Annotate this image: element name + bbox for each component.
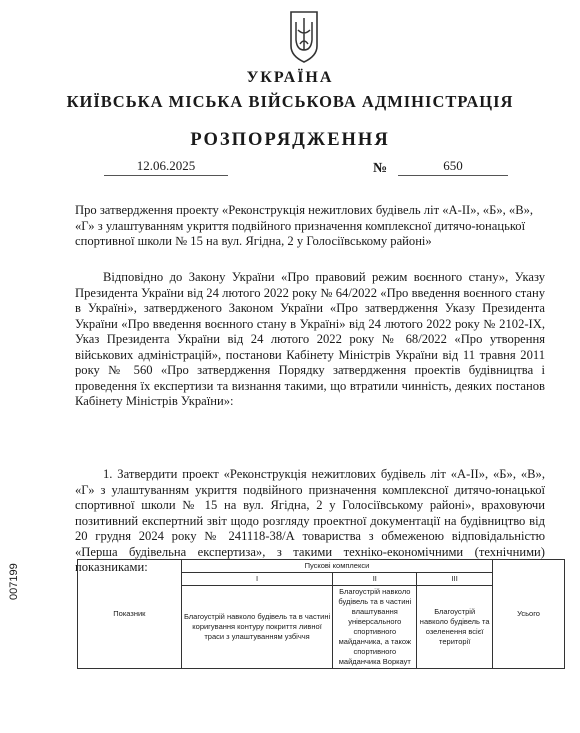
number-label: №: [373, 161, 388, 176]
country-title: УКРАЇНА: [246, 69, 334, 86]
order-subject: Про затвердження проекту «Реконструкція нежитлових будівель літ «А-ІІ», «Б», «В», «Г» з улаштуванням укриття подвійного призначення комплексної дитячо-юнацької спортивної школи № 15 на вул. Ягідна, 2 у Голосіївському районі»: [75, 203, 534, 248]
header-total: Усього: [493, 560, 565, 669]
order-date: 12.06.2025: [104, 158, 228, 176]
cell-complex-2: Благоустрій навколо будівель та в частині влаштування універсального спортивного майданчика, а також спортивного майданчика Воркаут: [333, 586, 417, 669]
header-launch-complexes: Пускові комплекси: [181, 560, 492, 573]
header-complex-3: ІІІ: [417, 573, 493, 586]
side-registration-number: 007199: [8, 563, 20, 600]
cell-complex-1: Благоустрій навколо будівель та в частині коригування контуру покриття ливної траси з улаштуванням узбіччя: [181, 586, 333, 669]
header-complex-1: І: [181, 573, 333, 586]
order-number: 650: [398, 158, 508, 176]
coat-of-arms-icon: [288, 10, 320, 64]
item-1-paragraph: 1. Затвердити проект «Реконструкція нежитлових будівель літ «А-ІІ», «Б», «В», «Г» з улаштуванням укриття подвійного призначення комплексної дитячо-юнацької спортивної школи № 15 на вул. Ягідна, 2 у Голосіївському районі», враховуючи позитивний експертний звіт щодо розгляду проектної документації на будівництво від 20 грудня 2024 року № 241118-38/А товариства з обмеженою відповідальністю «Перша будівельна експертиза», з такими техніко-економічними (технічними) показниками:: [75, 467, 545, 574]
indicators-table: [77, 559, 565, 669]
cell-complex-3: Благоустрій навколо будівель та озеленення всієї території: [417, 586, 493, 669]
organization-title: КИЇВСЬКА МІСЬКА ВІЙСЬКОВА АДМІНІСТРАЦІЯ: [66, 92, 514, 111]
document-type-title: РОЗПОРЯДЖЕННЯ: [190, 130, 390, 150]
header-complex-2: ІІ: [333, 573, 417, 586]
legal-basis-paragraph: Відповідно до Закону України «Про правовий режим воєнного стану», Указу Президента України від 24 лютого 2022 року № 64/2022 «Про введення воєнного стану в Україні», затвердженого Законом України «Про затвердження Указу Президента України «Про введення воєнного стану в Україні» від 24 лютого 2022 року № 2102-IX, Указ Президента України від 24 лютого 2022 року № 68/2022 «Про утворення військових адміністрацій», постанови Кабінету Міністрів України від 11 травня 2011 року № 560 «Про затвердження Порядку затвердження проектів будівництва і проведення їх експертизи та визнання такими, що втратили чинність, деяких постанов Кабінету Міністрів України»:: [75, 270, 545, 408]
header-indicator: Показник: [78, 560, 182, 669]
